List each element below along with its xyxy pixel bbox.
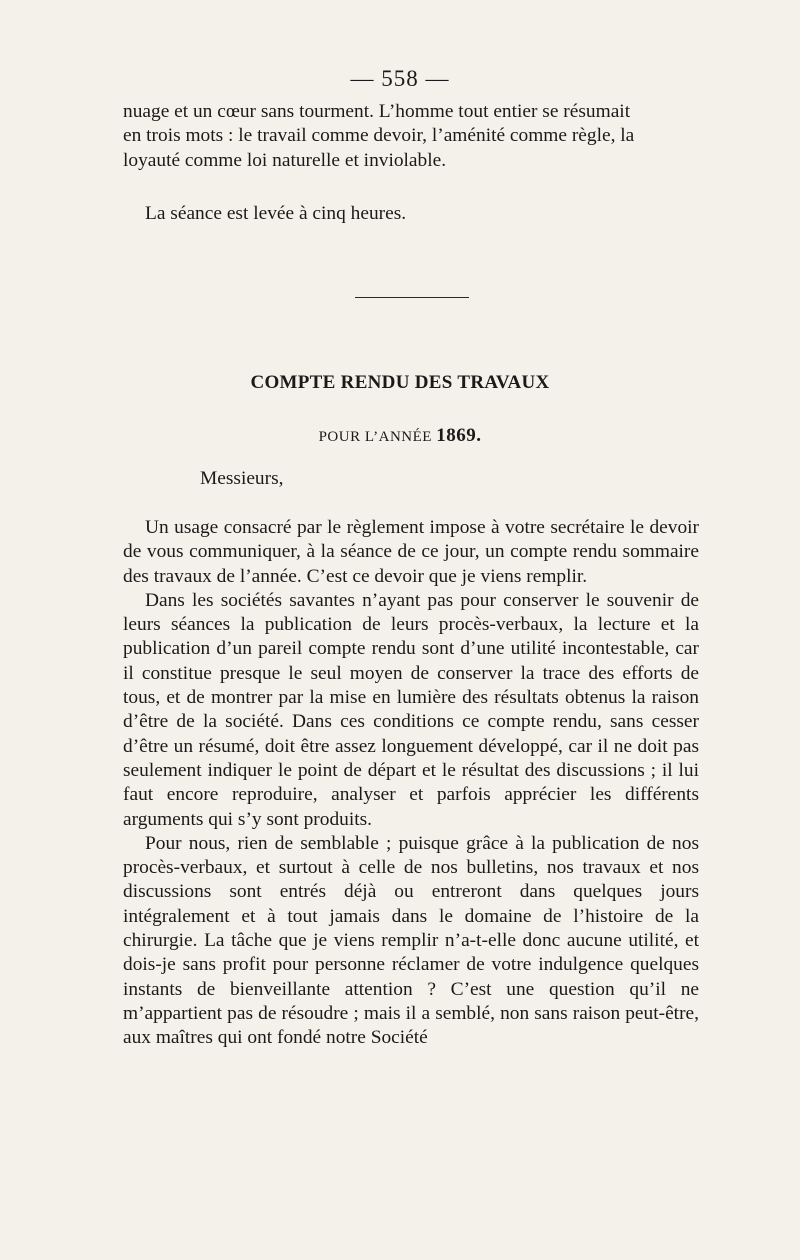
paragraph: Pour nous, rien de semblable ; puisque grâce à la publication de nos procès-verbaux, et surtout à celle de nos bulletins, nos travaux et nos discussions sont entrés déjà ou entreront dans quelques jours intégralement et à tout jamais dans le domaine de l’histoire de la chirurgie. La tâche que je viens remplir n’a-t-elle donc aucune utilité, et dois-je sans profit pour personne réclamer de votre indulgence quelques instants de bienveillante attention ? C’est une question qu’il ne m’appartient pas de résoudre ; mais il a semblé, non sans raison peut-être, aux maîtres qui ont fondé notre Société	[123, 832, 699, 1049]
section-heading: COMPTE RENDU DES TRAVAUX	[250, 372, 550, 393]
section-subheading	[0, 425, 800, 447]
body-text	[123, 516, 699, 1051]
opening-line: nuage et un cœur sans tourment. L’homme tout entier se résumait	[123, 101, 631, 122]
page-number: — 558 —	[350, 66, 450, 91]
paragraph: Dans les sociétés savantes n’ayant pas pour conserver le souvenir de leurs séances la publication de leurs procès-verbaux, la lecture et la publication d’un pareil compte rendu sont d’une utilité incontestable, car il constitue presque le seul moyen de conserver la trace des efforts de tous, et de montrer par la mise en lumière des résultats obtenus la raison d’être de la société. Dans ces conditions ce compte rendu, sans cesser d’être un résumé, doit être assez longuement développé, car il ne doit pas seulement indiquer le point de départ et le résultat des discussions ; il lui faut encore reproduire, analyser et parfois apprécier les différents arguments qui s’y sont produits.	[123, 589, 699, 830]
section-divider	[355, 297, 469, 298]
opening-line: en trois mots : le travail comme devoir, l’aménité comme règle, la	[123, 125, 635, 147]
subheading-prefix: POUR L’ANNÉE	[318, 429, 432, 445]
paragraph: Un usage consacré par le règlement impose à votre secrétaire le devoir de vous communiquer, à la séance de ce jour, un compte rendu sommaire des travaux de l’année. C’est ce devoir que je viens remplir.	[123, 517, 699, 587]
subheading-year: 1869.	[436, 425, 482, 446]
salutation: Messieurs,	[200, 468, 284, 489]
opening-paragraph	[123, 100, 699, 173]
closing-statement: La séance est levée à cinq heures.	[145, 203, 407, 224]
opening-line: loyauté comme loi naturelle et inviolable.	[123, 149, 447, 171]
